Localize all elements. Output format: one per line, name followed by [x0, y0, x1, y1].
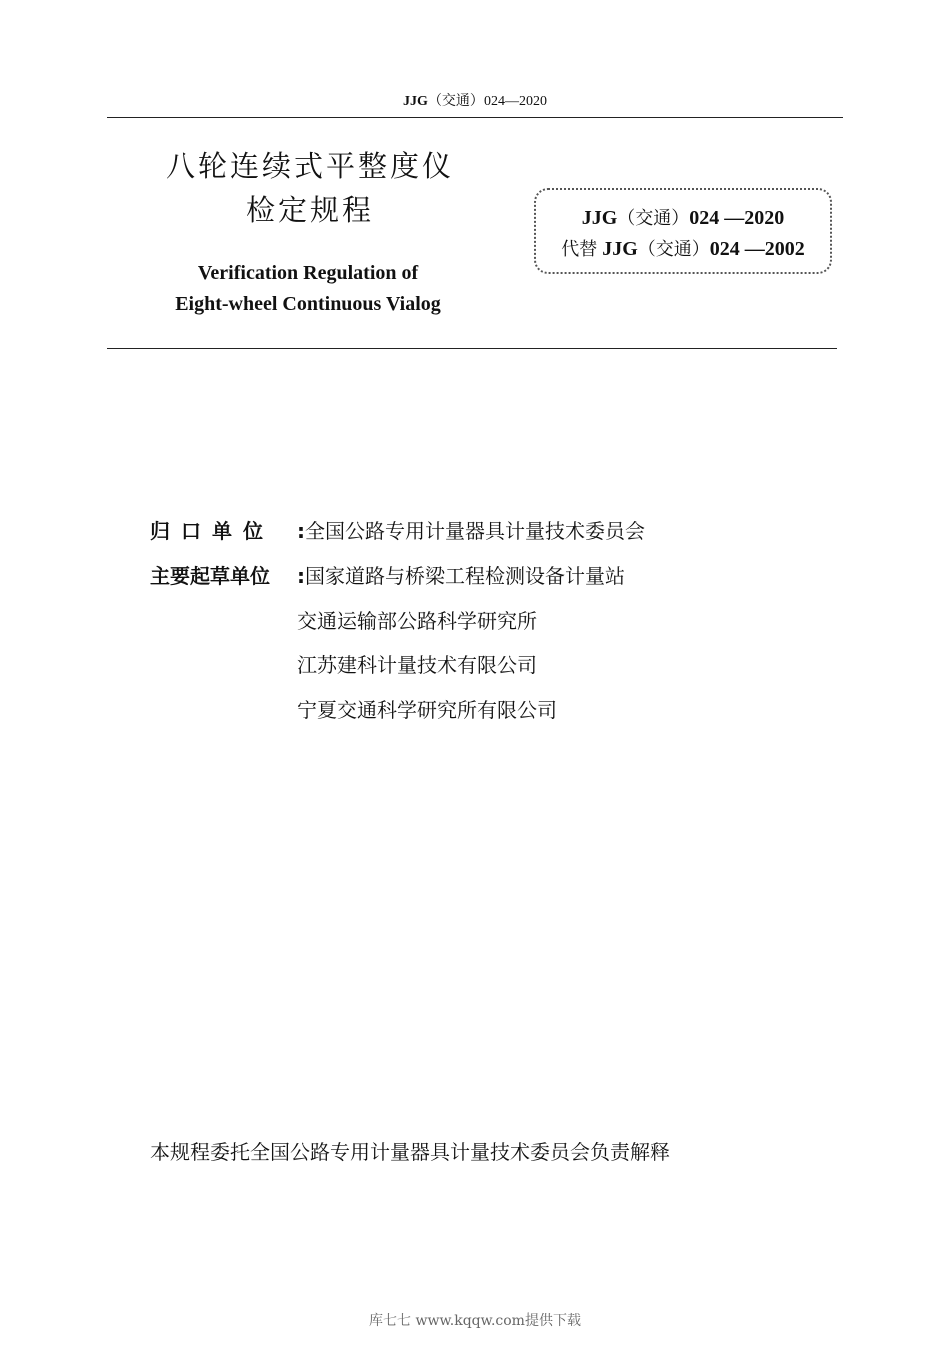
drafting-unit-colon: :: [297, 564, 305, 588]
footer-watermark: 库七七 www.kqqw.com提供下载: [369, 1313, 581, 1329]
title-en-line1: Verification Regulation of: [197, 262, 419, 284]
responsible-unit-row: [150, 521, 645, 541]
code-box-line2: [534, 239, 832, 259]
code-box-line1: [534, 208, 832, 228]
title-rule: [107, 348, 837, 349]
code-box-replaced-number: 024 —2002: [709, 238, 805, 260]
header-code-dept: （交通）: [427, 94, 484, 109]
drafting-unit-1: 国家道路与桥梁工程检测设备计量站: [305, 564, 625, 588]
title-cn-line1: 八轮连续式平整度仪: [165, 149, 454, 183]
code-box-frame: [534, 188, 832, 274]
code-box-replaced-prefix: JJG: [602, 238, 638, 260]
responsible-unit-colon: :: [297, 519, 305, 543]
header-rule: [107, 117, 843, 118]
running-header: [0, 90, 950, 110]
code-box-dept: （交通）: [617, 208, 690, 229]
drafting-unit-label: 主要起草单位: [150, 564, 270, 588]
code-box-prefix: JJG: [581, 207, 618, 229]
drafting-unit-row: [150, 566, 625, 586]
code-box-replace: 代替: [561, 239, 598, 260]
code-box-replaced-dept: （交通）: [637, 239, 710, 260]
title-en-line2: Eight-wheel Continuous Vialog: [175, 293, 441, 315]
responsible-unit-label: 归口单位: [150, 519, 274, 543]
responsible-unit-value: 全国公路专用计量器具计量技术委员会: [305, 519, 645, 543]
header-code-prefix: JJG: [403, 94, 428, 109]
drafting-unit-4: 宁夏交通科学研究所有限公司: [297, 698, 557, 722]
header-code-number: 024—2020: [483, 94, 547, 109]
code-box-number: 024 —2020: [689, 207, 785, 229]
drafting-unit-2: 交通运输部公路科学研究所: [297, 609, 537, 633]
drafting-unit-3: 江苏建科计量技术有限公司: [297, 653, 537, 677]
interpretation-note: 本规程委托全国公路专用计量器具计量技术委员会负责解释: [150, 1140, 670, 1164]
title-cn-line2: 检定规程: [245, 193, 374, 227]
